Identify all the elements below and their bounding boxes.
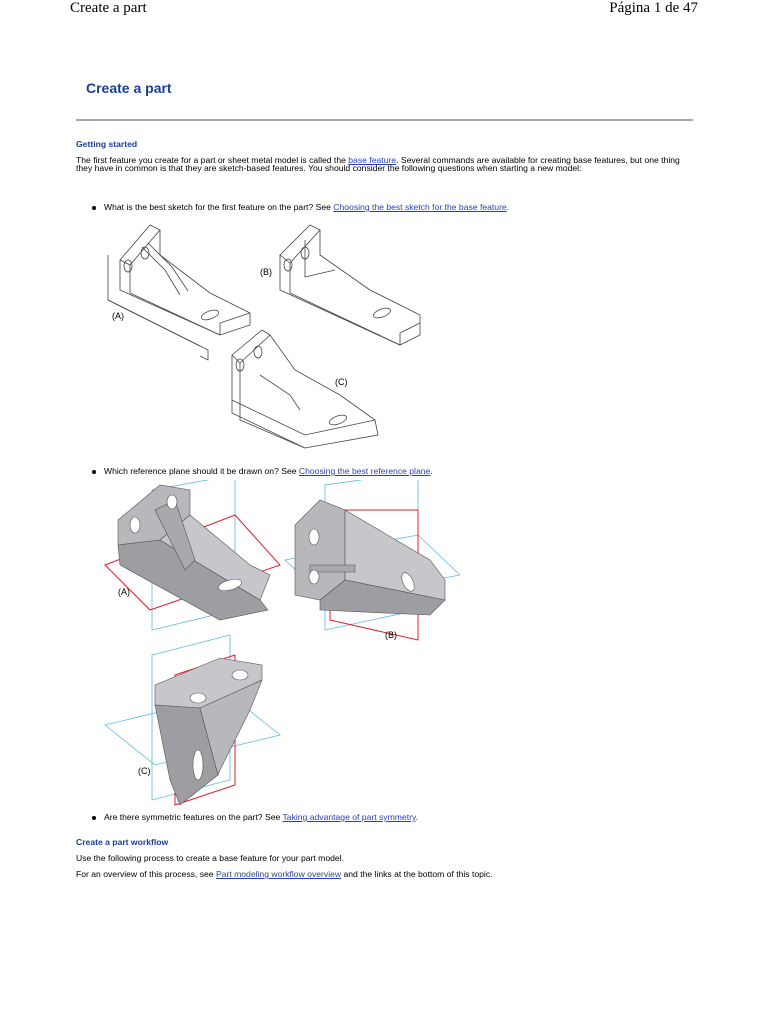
bullet-symmetry bbox=[92, 812, 418, 822]
workflow-text-2: and the links at the bottom of this topic. bbox=[341, 869, 493, 879]
intro-text-2: . Several commands are available for creating base features, but one thing they have in common is that they are sketch-based features. You should consider the following questions when starting a new model: bbox=[76, 155, 680, 173]
bullet-reference-plane bbox=[92, 466, 433, 476]
part-symmetry-link[interactable]: Taking advantage of part symmetry bbox=[282, 812, 416, 822]
figure1-label-b: (B) bbox=[260, 267, 272, 277]
bullet-sketch bbox=[92, 202, 509, 212]
figure2-label-a: (A) bbox=[118, 587, 130, 597]
workflow-overview-link[interactable]: Part modeling workflow overview bbox=[215, 869, 342, 879]
workflow-text-1: For an overview of this process, see bbox=[76, 869, 216, 879]
part-b-wireframe bbox=[280, 225, 420, 345]
figure2-label-c: (C) bbox=[138, 766, 151, 776]
bullet-text: Which reference plane should it be drawn on? See bbox=[104, 466, 299, 476]
bullet-dot bbox=[92, 470, 96, 474]
intro-paragraph bbox=[76, 156, 696, 172]
base-sketch-figure bbox=[100, 215, 430, 460]
workflow-line-2 bbox=[76, 870, 696, 878]
bullet-text: Are there symmetric features on the part? See bbox=[104, 812, 283, 822]
choosing-reference-plane-link[interactable]: Choosing the best reference plane bbox=[298, 466, 431, 476]
bullet-dot bbox=[92, 816, 96, 820]
part-c-shaded bbox=[105, 635, 280, 805]
figure2-label-b: (B) bbox=[385, 630, 397, 640]
part-a-wireframe bbox=[108, 225, 250, 360]
header-doc-title: Create a part bbox=[70, 0, 147, 16]
workflow-line-1: Use the following process to create a base feature for your part model. bbox=[76, 853, 344, 863]
section-heading-workflow: Create a part workflow bbox=[76, 837, 169, 847]
choosing-best-sketch-link[interactable]: Choosing the best sketch for the base feature bbox=[333, 202, 507, 212]
intro-text-1: The first feature you create for a part or sheet metal model is called the bbox=[76, 155, 349, 165]
figure1-label-a: (A) bbox=[112, 311, 124, 321]
part-b-shaded bbox=[285, 480, 460, 640]
bullet-punct: . bbox=[415, 812, 418, 822]
header-page-number: Página 1 de 47 bbox=[609, 0, 698, 16]
base-feature-link[interactable]: base feature bbox=[348, 155, 397, 165]
bullet-text: What is the best sketch for the first feature on the part? See bbox=[104, 202, 334, 212]
page-header bbox=[0, 0, 768, 24]
reference-plane-figure bbox=[100, 480, 460, 810]
part-c-wireframe bbox=[232, 330, 378, 448]
bullet-dot bbox=[92, 206, 96, 210]
part-a-shaded bbox=[105, 480, 280, 630]
title-divider bbox=[76, 119, 693, 121]
bullet-punct: . bbox=[430, 466, 433, 476]
section-heading-getting-started: Getting started bbox=[76, 139, 138, 149]
bullet-punct: . bbox=[506, 202, 510, 212]
page-title: Create a part bbox=[86, 80, 172, 96]
figure1-label-c: (C) bbox=[335, 377, 348, 387]
